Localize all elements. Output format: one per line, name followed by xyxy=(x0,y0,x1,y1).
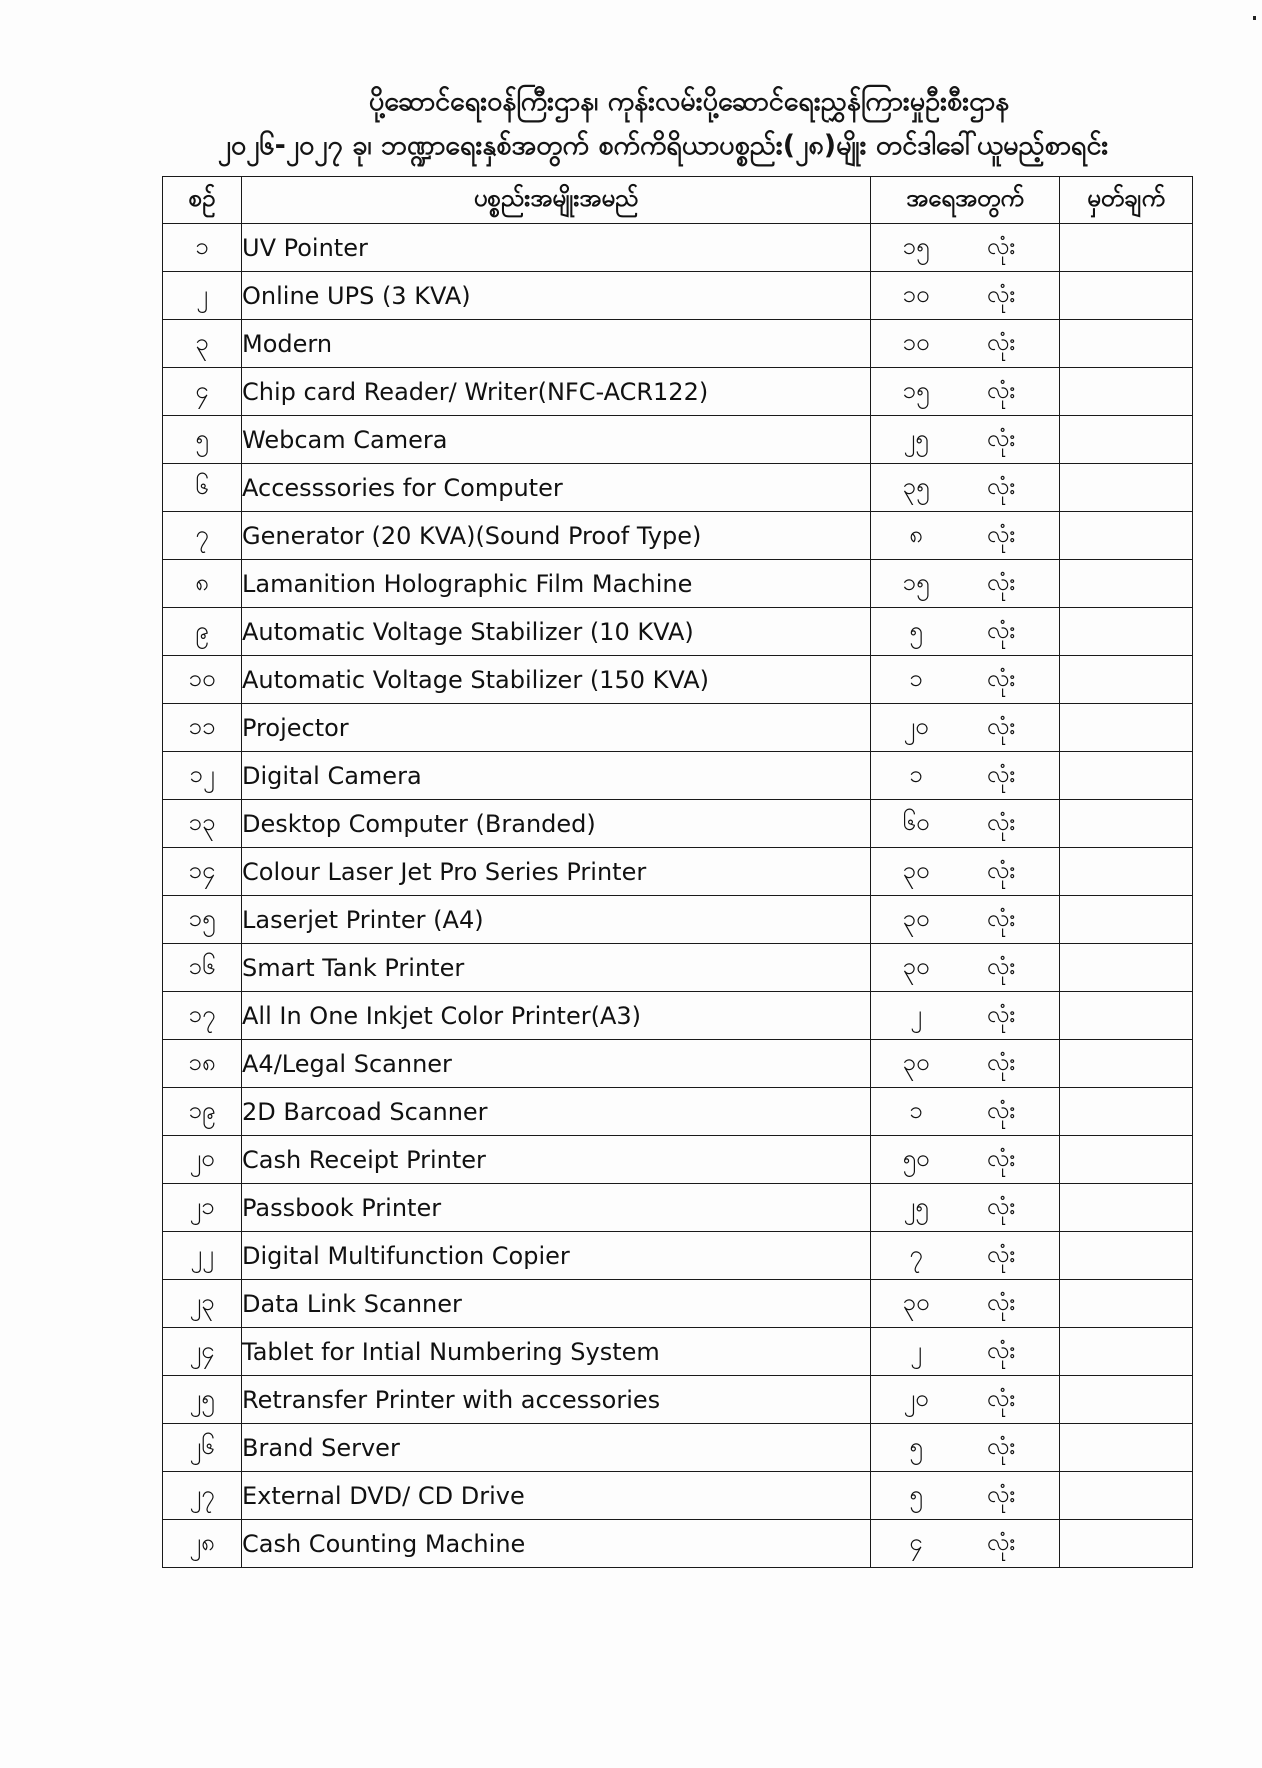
row-quantity: ၁ xyxy=(909,1095,923,1124)
row-remarks xyxy=(1060,1136,1193,1184)
row-unit: လုံး xyxy=(986,663,1016,692)
row-quantity: ၁၀ xyxy=(902,327,930,356)
row-item-name: Automatic Voltage Stabilizer (150 KVA) xyxy=(242,656,871,704)
quantity-group xyxy=(871,1094,1059,1130)
row-remarks xyxy=(1060,608,1193,656)
row-quantity: ၁၅ xyxy=(902,231,930,260)
row-serial-no: ၂ xyxy=(163,272,242,320)
row-remarks xyxy=(1060,1088,1193,1136)
table-body xyxy=(163,224,1193,1568)
row-quantity-cell xyxy=(871,272,1060,320)
table-row xyxy=(163,512,1193,560)
row-item-name: Data Link Scanner xyxy=(242,1280,871,1328)
row-unit: လုံး xyxy=(986,1431,1016,1460)
row-quantity-cell xyxy=(871,896,1060,944)
quantity-group xyxy=(871,1046,1059,1082)
table-row xyxy=(163,1328,1193,1376)
row-serial-no: ၁ xyxy=(163,224,242,272)
row-quantity-cell xyxy=(871,848,1060,896)
header-quantity: အရေအတွက် xyxy=(871,177,1060,224)
quantity-group xyxy=(871,422,1059,458)
table-row xyxy=(163,1520,1193,1568)
table-row xyxy=(163,992,1193,1040)
row-remarks xyxy=(1060,944,1193,992)
quantity-group xyxy=(871,1142,1059,1178)
row-quantity-cell xyxy=(871,560,1060,608)
row-quantity-cell xyxy=(871,1232,1060,1280)
row-serial-no: ၁၁ xyxy=(163,704,242,752)
row-item-name: UV Pointer xyxy=(242,224,871,272)
table-row xyxy=(163,1376,1193,1424)
row-remarks xyxy=(1060,848,1193,896)
row-item-name: Smart Tank Printer xyxy=(242,944,871,992)
table-row xyxy=(163,1424,1193,1472)
row-unit: လုံး xyxy=(986,1335,1016,1364)
table-row xyxy=(163,224,1193,272)
quantity-group xyxy=(871,470,1059,506)
row-serial-no: ၁၈ xyxy=(163,1040,242,1088)
row-item-name: A4/Legal Scanner xyxy=(242,1040,871,1088)
row-quantity-cell xyxy=(871,608,1060,656)
document-title-subject: ၂၀၂၆-၂၀၂၇ ခု၊ ဘဏ္ဍာရေးနှစ်အတွက် စက်ကိရိယာပစ္စည်း(၂၈)မျိုး တင်ဒါခေါ်ယူမည့်စာရင်း xyxy=(217,130,1109,161)
row-serial-no: ၂၃ xyxy=(163,1280,242,1328)
row-unit: လုံး xyxy=(986,471,1016,500)
row-quantity-cell xyxy=(871,224,1060,272)
row-unit: လုံး xyxy=(986,231,1016,260)
row-remarks xyxy=(1060,1184,1193,1232)
row-remarks xyxy=(1060,272,1193,320)
row-item-name: Tablet for Intial Numbering System xyxy=(242,1328,871,1376)
row-remarks xyxy=(1060,896,1193,944)
row-remarks xyxy=(1060,752,1193,800)
quantity-group xyxy=(871,566,1059,602)
row-quantity-cell xyxy=(871,1136,1060,1184)
table-row xyxy=(163,848,1193,896)
quantity-group xyxy=(871,854,1059,890)
row-item-name: Retransfer Printer with accessories xyxy=(242,1376,871,1424)
row-serial-no: ၁၅ xyxy=(163,896,242,944)
row-quantity: ၂ xyxy=(910,1335,922,1364)
row-remarks xyxy=(1060,368,1193,416)
row-remarks xyxy=(1060,1520,1193,1568)
row-item-name: Cash Counting Machine xyxy=(242,1520,871,1568)
row-remarks xyxy=(1060,800,1193,848)
row-quantity-cell xyxy=(871,1520,1060,1568)
row-quantity: ၁၅ xyxy=(902,567,930,596)
quantity-group xyxy=(871,1286,1059,1322)
row-quantity-cell xyxy=(871,1088,1060,1136)
table-row xyxy=(163,1280,1193,1328)
row-unit: လုံး xyxy=(986,759,1016,788)
table-row xyxy=(163,944,1193,992)
row-quantity-cell xyxy=(871,1472,1060,1520)
table-row xyxy=(163,656,1193,704)
row-quantity: ၃၀ xyxy=(902,903,930,932)
row-quantity: ၅ xyxy=(909,1431,923,1460)
row-unit: လုံး xyxy=(986,375,1016,404)
row-quantity: ၁ xyxy=(909,663,923,692)
row-quantity: ၃၅ xyxy=(902,471,930,500)
row-item-name: Online UPS (3 KVA) xyxy=(242,272,871,320)
table-row xyxy=(163,752,1193,800)
row-serial-no: ၁၄ xyxy=(163,848,242,896)
quantity-group xyxy=(871,1526,1059,1562)
row-quantity: ၂၅ xyxy=(903,423,929,452)
row-unit: လုံး xyxy=(986,615,1016,644)
row-item-name: External DVD/ CD Drive xyxy=(242,1472,871,1520)
row-unit: လုံး xyxy=(986,1143,1016,1172)
row-unit: လုံး xyxy=(986,567,1016,596)
row-remarks xyxy=(1060,1424,1193,1472)
row-quantity: ၂၀ xyxy=(903,711,929,740)
row-quantity: ၃၀ xyxy=(902,1047,930,1076)
header-item-name: ပစ္စည်းအမျိုးအမည် xyxy=(242,177,871,224)
row-item-name: Laserjet Printer (A4) xyxy=(242,896,871,944)
row-serial-no: ၂၀ xyxy=(163,1136,242,1184)
row-unit: လုံး xyxy=(986,1047,1016,1076)
table-row xyxy=(163,320,1193,368)
row-quantity: ၂၅ xyxy=(903,1191,929,1220)
row-quantity-cell xyxy=(871,1376,1060,1424)
row-remarks xyxy=(1060,1328,1193,1376)
row-item-name: Lamanition Holographic Film Machine xyxy=(242,560,871,608)
row-quantity: ၂ xyxy=(910,999,922,1028)
row-serial-no: ၂၂ xyxy=(163,1232,242,1280)
row-item-name: 2D Barcoad Scanner xyxy=(242,1088,871,1136)
row-item-name: Generator (20 KVA)(Sound Proof Type) xyxy=(242,512,871,560)
row-item-name: Colour Laser Jet Pro Series Printer xyxy=(242,848,871,896)
table-row xyxy=(163,1088,1193,1136)
row-unit: လုံး xyxy=(986,855,1016,884)
quantity-group xyxy=(871,998,1059,1034)
row-unit: လုံး xyxy=(986,1287,1016,1316)
row-serial-no: ၆ xyxy=(163,464,242,512)
table-row xyxy=(163,560,1193,608)
quantity-group xyxy=(871,1382,1059,1418)
quantity-group xyxy=(871,1238,1059,1274)
row-quantity-cell xyxy=(871,416,1060,464)
row-unit: လုံး xyxy=(986,1479,1016,1508)
row-serial-no: ၂၅ xyxy=(163,1376,242,1424)
table-row xyxy=(163,1040,1193,1088)
quantity-group xyxy=(871,1190,1059,1226)
row-item-name: Automatic Voltage Stabilizer (10 KVA) xyxy=(242,608,871,656)
row-quantity-cell xyxy=(871,1040,1060,1088)
table-row xyxy=(163,1472,1193,1520)
table-row xyxy=(163,608,1193,656)
quantity-group xyxy=(871,710,1059,746)
row-quantity: ၁ xyxy=(909,759,923,788)
row-quantity-cell xyxy=(871,1328,1060,1376)
row-quantity: ၅ xyxy=(909,615,923,644)
row-quantity-cell xyxy=(871,800,1060,848)
row-quantity-cell xyxy=(871,944,1060,992)
row-quantity-cell xyxy=(871,1424,1060,1472)
row-serial-no: ၂၄ xyxy=(163,1328,242,1376)
quantity-group xyxy=(871,326,1059,362)
row-quantity-cell xyxy=(871,320,1060,368)
row-serial-no: ၂၇ xyxy=(163,1472,242,1520)
row-serial-no: ၂၁ xyxy=(163,1184,242,1232)
quantity-group xyxy=(871,1478,1059,1514)
table-row xyxy=(163,416,1193,464)
row-item-name: Webcam Camera xyxy=(242,416,871,464)
quantity-group xyxy=(871,278,1059,314)
row-quantity-cell xyxy=(871,704,1060,752)
row-item-name: Digital Multifunction Copier xyxy=(242,1232,871,1280)
row-serial-no: ၁၃ xyxy=(163,800,242,848)
row-item-name: Projector xyxy=(242,704,871,752)
row-unit: လုံး xyxy=(986,951,1016,980)
table-row xyxy=(163,1184,1193,1232)
row-unit: လုံး xyxy=(986,327,1016,356)
quantity-group xyxy=(871,230,1059,266)
row-quantity-cell xyxy=(871,752,1060,800)
row-unit: လုံး xyxy=(986,1527,1016,1556)
row-item-name: Passbook Printer xyxy=(242,1184,871,1232)
quantity-group xyxy=(871,614,1059,650)
table-row xyxy=(163,464,1193,512)
table-row xyxy=(163,704,1193,752)
row-unit: လုံး xyxy=(986,519,1016,548)
row-remarks xyxy=(1060,1472,1193,1520)
row-item-name: Modern xyxy=(242,320,871,368)
row-item-name: Accesssories for Computer xyxy=(242,464,871,512)
row-quantity-cell xyxy=(871,1280,1060,1328)
quantity-group xyxy=(871,662,1059,698)
row-unit: လုံး xyxy=(986,1095,1016,1124)
equipment-table xyxy=(162,176,1193,1568)
row-serial-no: ၁၉ xyxy=(163,1088,242,1136)
document-title-ministry: ပို့ဆောင်ရေးဝန်ကြီးဌာန၊ ကုန်းလမ်းပို့ဆောင်ရေးညွှန်ကြားမှုဦးစီးဌာန xyxy=(368,86,1010,117)
row-item-name: Desktop Computer (Branded) xyxy=(242,800,871,848)
row-quantity-cell xyxy=(871,656,1060,704)
row-serial-no: ၁၇ xyxy=(163,992,242,1040)
row-quantity-cell xyxy=(871,992,1060,1040)
row-remarks xyxy=(1060,1040,1193,1088)
row-quantity: ၁၅ xyxy=(902,375,930,404)
quantity-group xyxy=(871,1430,1059,1466)
row-unit: လုံး xyxy=(986,1191,1016,1220)
row-serial-no: ၁၂ xyxy=(163,752,242,800)
quantity-group xyxy=(871,374,1059,410)
table-row xyxy=(163,1136,1193,1184)
header-remarks: မှတ်ချက် xyxy=(1060,177,1193,224)
row-quantity: ၈ xyxy=(909,519,923,548)
quantity-group xyxy=(871,902,1059,938)
row-quantity: ၄ xyxy=(909,1527,923,1556)
row-quantity: ၆၀ xyxy=(902,807,930,836)
row-item-name: Chip card Reader/ Writer(NFC-ACR122) xyxy=(242,368,871,416)
row-quantity-cell xyxy=(871,368,1060,416)
row-remarks xyxy=(1060,656,1193,704)
header-serial-no: စဉ် xyxy=(163,177,242,224)
row-quantity: ၁၀ xyxy=(902,279,930,308)
row-item-name: All In One Inkjet Color Printer(A3) xyxy=(242,992,871,1040)
row-serial-no: ၂၆ xyxy=(163,1424,242,1472)
row-item-name: Cash Receipt Printer xyxy=(242,1136,871,1184)
row-quantity: ၃၀ xyxy=(902,951,930,980)
row-quantity: ၅၀ xyxy=(902,1143,930,1172)
row-unit: လုံး xyxy=(986,279,1016,308)
row-unit: လုံး xyxy=(986,1239,1016,1268)
quantity-group xyxy=(871,758,1059,794)
row-unit: လုံး xyxy=(986,903,1016,932)
row-remarks xyxy=(1060,320,1193,368)
row-serial-no: ၁၀ xyxy=(163,656,242,704)
row-quantity-cell xyxy=(871,464,1060,512)
table-row xyxy=(163,1232,1193,1280)
row-quantity: ၂၀ xyxy=(903,1383,929,1412)
row-serial-no: ၂၈ xyxy=(163,1520,242,1568)
row-remarks xyxy=(1060,1232,1193,1280)
row-serial-no: ၁၆ xyxy=(163,944,242,992)
quantity-group xyxy=(871,950,1059,986)
row-unit: လုံး xyxy=(986,999,1016,1028)
row-serial-no: ၈ xyxy=(163,560,242,608)
row-serial-no: ၇ xyxy=(163,512,242,560)
row-serial-no: ၉ xyxy=(163,608,242,656)
row-serial-no: ၅ xyxy=(163,416,242,464)
row-remarks xyxy=(1060,1376,1193,1424)
quantity-group xyxy=(871,806,1059,842)
row-serial-no: ၃ xyxy=(163,320,242,368)
row-quantity: ၃၀ xyxy=(902,855,930,884)
table-row xyxy=(163,800,1193,848)
row-remarks xyxy=(1060,992,1193,1040)
row-unit: လုံး xyxy=(986,711,1016,740)
row-quantity: ၇ xyxy=(909,1239,923,1268)
row-remarks xyxy=(1060,560,1193,608)
row-item-name: Digital Camera xyxy=(242,752,871,800)
table-row xyxy=(163,368,1193,416)
row-quantity: ၃၀ xyxy=(902,1287,930,1316)
row-unit: လုံး xyxy=(986,423,1016,452)
row-quantity-cell xyxy=(871,512,1060,560)
table-row xyxy=(163,272,1193,320)
row-remarks xyxy=(1060,464,1193,512)
row-unit: လုံး xyxy=(986,1383,1016,1412)
row-remarks xyxy=(1060,512,1193,560)
row-remarks xyxy=(1060,416,1193,464)
quantity-group xyxy=(871,1334,1059,1370)
row-remarks xyxy=(1060,1280,1193,1328)
row-remarks xyxy=(1060,224,1193,272)
row-unit: လုံး xyxy=(986,807,1016,836)
row-quantity: ၅ xyxy=(909,1479,923,1508)
row-serial-no: ၄ xyxy=(163,368,242,416)
row-remarks xyxy=(1060,704,1193,752)
scan-mark xyxy=(1253,16,1256,20)
quantity-group xyxy=(871,518,1059,554)
table-header-row xyxy=(163,177,1193,224)
table-row xyxy=(163,896,1193,944)
row-quantity-cell xyxy=(871,1184,1060,1232)
row-item-name: Brand Server xyxy=(242,1424,871,1472)
